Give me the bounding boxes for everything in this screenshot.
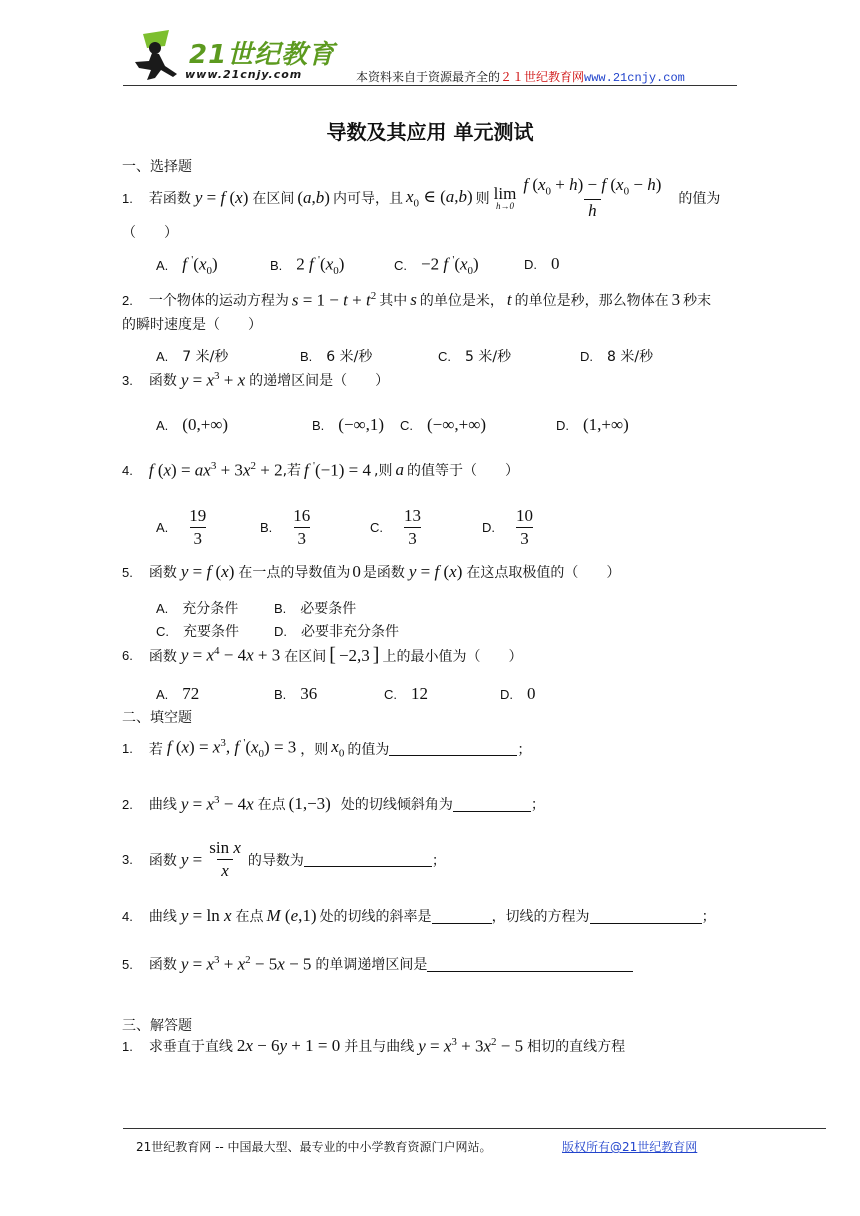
fill-5: 5. 函数 $y = x^3 + x^2 - 5x - 5$ 的单调递增区间是 (122, 954, 633, 975)
option-d[interactable]: D. 0 (500, 684, 536, 703)
logo-text: 21世纪教育 (189, 40, 336, 70)
option-b[interactable]: B. 必要条件 (274, 600, 357, 617)
option-a[interactable]: A. $\frac{19}{3}$ (156, 506, 207, 548)
answer-blank[interactable] (453, 797, 531, 812)
option-c[interactable]: C. 12 (384, 684, 428, 703)
source-link[interactable]: www.21cnjy.com (584, 71, 685, 85)
option-b[interactable]: B. 6 米/秒 (300, 348, 373, 365)
answer-blank[interactable] (304, 852, 432, 867)
answer-blank[interactable] (590, 909, 702, 924)
question-2-cont: 的瞬时速度是（ ） (122, 317, 262, 333)
question-4: 4. f $(x) = ax^3 + 3x^2 + 2$ ,若 f '(−1) = 4 ,则 a 的值等于（ ） (122, 460, 519, 480)
answer-blank[interactable] (389, 741, 517, 756)
option-d[interactable]: D. 0 (524, 254, 560, 273)
footer-left: 21世纪教育网 -- 中国最大型、最专业的中小学教育资源门户网站。 (136, 1140, 492, 1154)
option-a[interactable]: A. 7 米/秒 (156, 348, 229, 365)
page-title: 导数及其应用 单元测试 (326, 120, 534, 144)
question-1-paren: （ ） (122, 225, 178, 241)
fill-3: 3. 函数 y = $\frac{\text{sin x}}{x}$ 的导数为 ； (122, 838, 446, 880)
section-heading: 三、解答题 (122, 1018, 192, 1034)
logo (125, 28, 340, 86)
question-5: 5. 函数 y = f (x) 在一点的导数值为 0 是函数 y = f (x) 在这点取极值的（ ） (122, 562, 621, 581)
answer-blank[interactable] (432, 909, 492, 924)
option-d[interactable]: D. 8 米/秒 (580, 348, 654, 365)
fill-2: 2. 曲线 $y = x^3 - 4x$ 在点 (1,−3) 处的切线倾斜角为 ； (122, 794, 545, 814)
option-b[interactable]: B. 2 f $'(x_0)$ (270, 254, 345, 278)
question-2: 2. 一个物体的运动方程为 $s = 1 - t + t^2$ 其中 s 的单位是米， t 的单位是秒，那么物体在 3 秒末 (122, 290, 712, 310)
option-d[interactable]: D. $\frac{10}{3}$ (482, 506, 533, 548)
footer-copyright-link[interactable]: 版权所有@21世纪教育网 (562, 1140, 698, 1154)
option-b[interactable]: B. (−∞,1) (312, 415, 385, 434)
question-3: 3. 函数 $y = x^3 + x$ 的递增区间是（ ） (122, 370, 390, 390)
option-a[interactable]: A. 72 (156, 684, 200, 703)
option-c[interactable]: C. (−∞,+∞) (400, 415, 486, 434)
fill-1: 1. 若 f $(x) = x^3$, f $'(x_0) = 3$ ，则 $x_0$ 的值为 ； (122, 737, 532, 761)
option-d[interactable]: D. (1,+∞) (556, 415, 629, 434)
answer-question-1: 1. 求垂直于直线 2x − 6y + 1 = 0 并且与曲线 $y = x^3 + 3x^2 - 5$ 相切的直线方程 (122, 1036, 626, 1056)
header-rule (123, 85, 737, 86)
question-1: 1. 若函数 y = f (x) 在区间 (a,b) 内可导，且 $x_0$ ∈ (a,b) 则 lim h→0 $\frac{f (x_0 + h) - f (x_0 - h)}{h}$ 的值为 (122, 175, 721, 220)
answer-blank[interactable] (427, 957, 633, 972)
logo-url: www.21cnjy.com (185, 68, 303, 81)
option-c[interactable]: C. 充要条件 (156, 623, 239, 640)
option-a[interactable]: A. f $'(x_0)$ (156, 254, 218, 278)
option-a[interactable]: A. (0,+∞) (156, 415, 229, 434)
source-red: ２１世纪教育网 (500, 70, 585, 84)
source-note: 本资料来自于资源最齐全的２１世纪教育网www.21cnjy.com (356, 70, 685, 85)
option-d[interactable]: D. 必要非充分条件 (274, 623, 399, 640)
question-6: 6. 函数 $y = x^4 - 4x + 3$ 在区间 [ −2,3 ] 上的最小值为（ ） (122, 644, 523, 666)
option-c[interactable]: C. 5 米/秒 (438, 348, 512, 365)
option-a[interactable]: A. 充分条件 (156, 600, 239, 617)
option-c[interactable]: C. $\frac{13}{3}$ (370, 506, 421, 548)
option-b[interactable]: B. 36 (274, 684, 318, 703)
section-heading: 一、选择题 (122, 159, 192, 175)
footer-rule (123, 1128, 826, 1129)
option-b[interactable]: B. $\frac{16}{3}$ (260, 506, 311, 548)
fill-4: 4. 曲线 y = ln x 在点 M (e,1) 处的切线的斜率是 ，切线的方程为 ； (122, 906, 716, 925)
option-c[interactable]: C. −2 f $'(x_0)$ (394, 254, 479, 278)
section-heading: 二、填空题 (122, 710, 192, 726)
